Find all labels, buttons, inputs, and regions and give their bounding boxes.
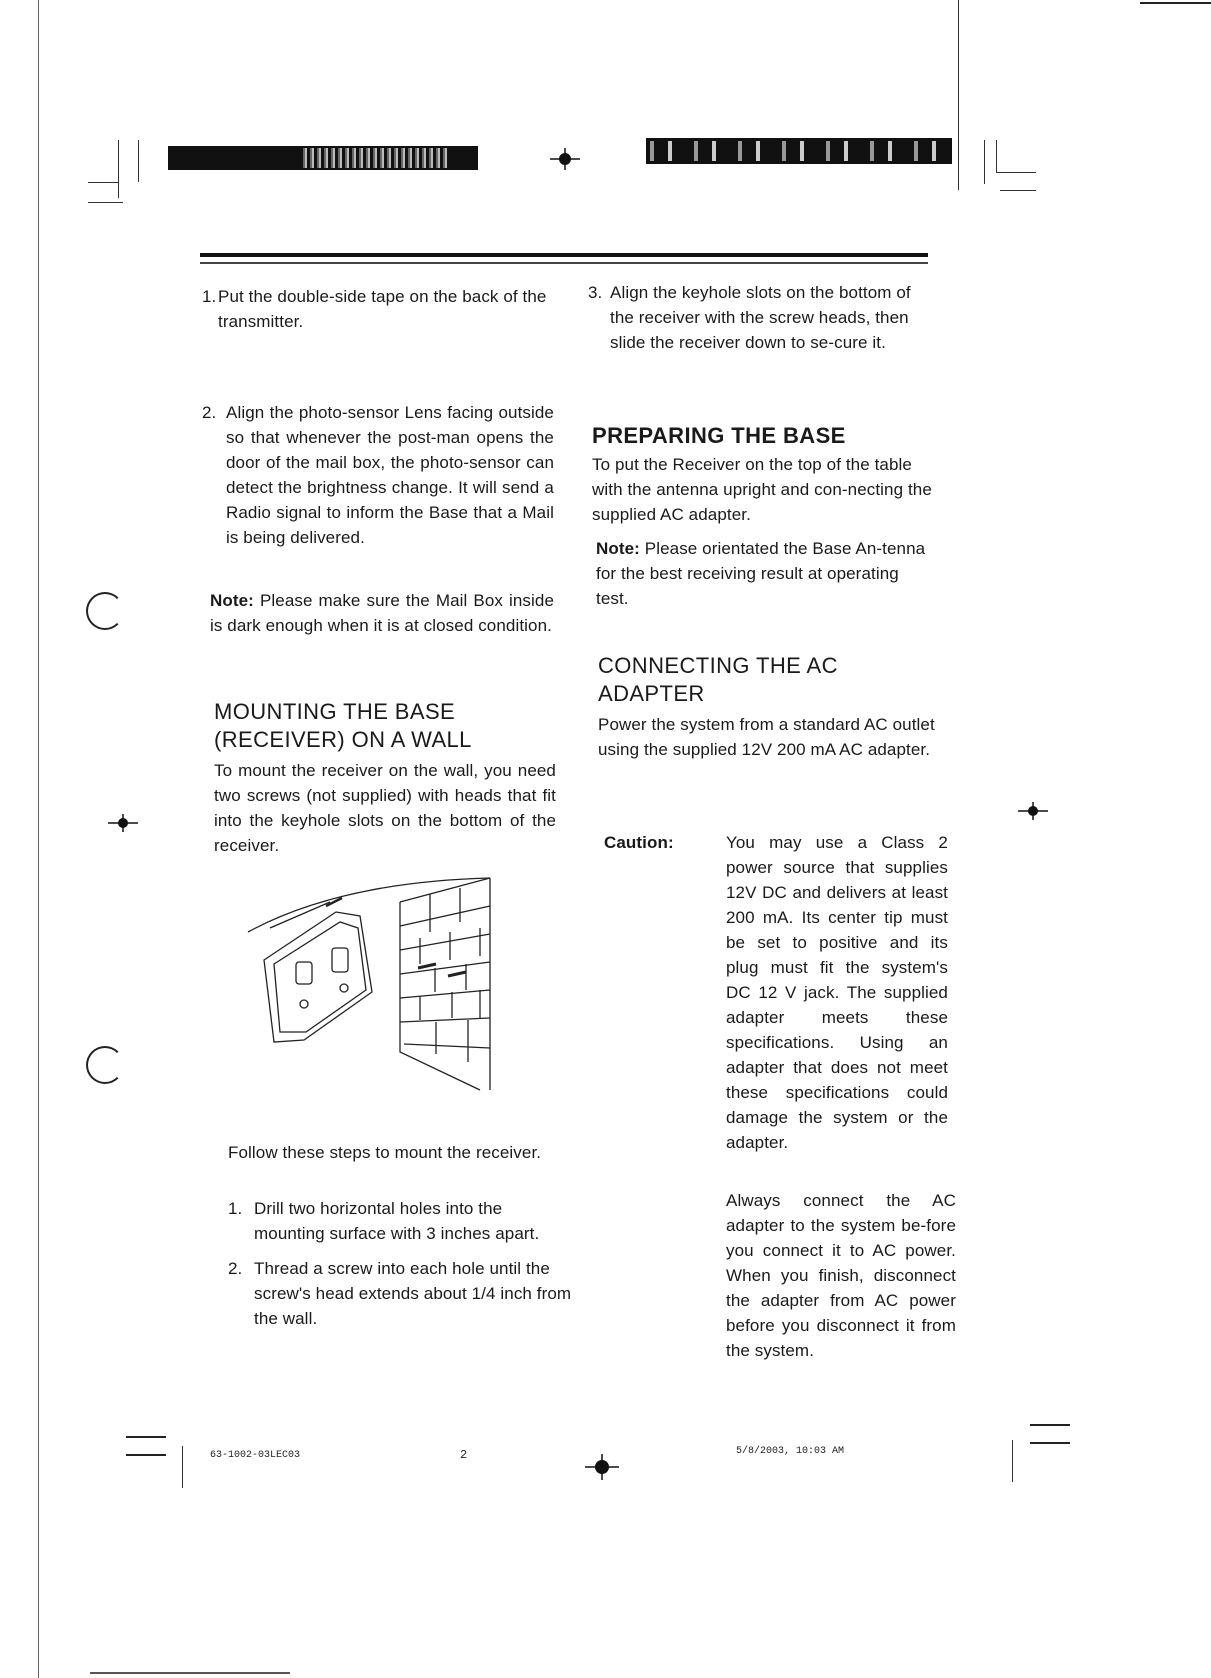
connecting-text: Power the system from a standard AC outlet using the supplied 12V 200 mA AC adapter. (598, 715, 935, 759)
crop-mark-top-left-1 (118, 140, 119, 198)
left-note-label: Note: (210, 591, 254, 610)
top-rule-thick (200, 253, 928, 257)
left-step-2 (202, 400, 554, 550)
left-step-1-text: Put the double-side tape on the back of the transmitter. (218, 287, 547, 331)
crop-mark-top-left-2 (138, 140, 139, 182)
crop-mark-top-right-1 (984, 140, 985, 184)
crop-mark-top-left-h (88, 182, 118, 183)
crop-mark-left-vertical (38, 0, 39, 1678)
registration-mark-right (1018, 800, 1040, 822)
footer-crop-left-v (182, 1446, 183, 1488)
right-step-3 (588, 280, 928, 355)
punch-hole-circle-bottom (86, 1046, 124, 1084)
footer-crop-left-h (126, 1436, 166, 1438)
preparing-note-label: Note: (596, 539, 640, 558)
footer-page-number: 2 (460, 1448, 468, 1462)
punch-hole-circle-top (86, 592, 124, 630)
registration-mark-top (550, 148, 572, 170)
preparing-note-text: Please orientated the Base An-tenna for the best receiving result at operating test. (596, 539, 926, 608)
connecting-heading: CONNECTING THE AC ADAPTER (598, 653, 838, 706)
right-step-3-text: Align the keyhole slots on the bottom of the receiver with the screw heads, then slide the receiver down to se-cure it. (610, 283, 911, 352)
crop-mark-top-right (1140, 2, 1211, 4)
mounting-step-2 (228, 1256, 574, 1331)
top-rule-thin (200, 262, 928, 264)
footer-crop-right-h (1030, 1424, 1070, 1426)
registration-mark-bottom (585, 1454, 607, 1476)
mounting-step-1-text: Drill two horizontal holes into the mounting surface with 3 inches apart. (254, 1199, 540, 1243)
mounting-step-1 (228, 1196, 574, 1246)
crop-mark-top-right-h2 (1000, 190, 1036, 191)
mounting-heading: MOUNTING THE BASE (RECEIVER) ON A WALL (214, 699, 472, 752)
mounting-follow: Follow these steps to mount the receiver. (228, 1143, 542, 1162)
preparing-note (596, 536, 936, 611)
crop-mark-top-right-2 (996, 140, 997, 172)
footer-date: 5/8/2003, 10:03 AM (736, 1446, 845, 1457)
crop-mark-top-right-h (996, 172, 1036, 173)
caution-label: Caution: (604, 833, 674, 852)
left-note (210, 588, 554, 638)
mounting-step-2-text: Thread a screw into each hole until the screw's head extends about 1/4 inch from the wall. (254, 1259, 572, 1328)
mounting-step-1-number: 1. (228, 1199, 243, 1218)
preparing-text: To put the Receiver on the top of the table with the antenna upright and con-necting the supplied AC adapter. (592, 455, 932, 524)
caution-text: You may use a Class 2 power source that supplies 12V DC and delivers at least 200 mA. Its center tip must be set to positive and its plug must fit the system's DC 12 V jack. The supplied adapter meets these specifications. Using an adapter that does not meet these specifications could damage the system or the adapter. (726, 833, 948, 1152)
registration-mark-left (108, 812, 130, 834)
left-step-2-number: 2. (202, 403, 217, 422)
caution-text-2: Always connect the AC adapter to the system be-fore you connect it to AC power. When you finish, disconnect the adapter from AC power before you disconnect it from the system. (726, 1191, 956, 1360)
left-step-1-number: 1. (202, 287, 217, 306)
footer-code: 63-1002-03LEC03 (210, 1450, 301, 1461)
footer-crop-left-h2 (126, 1454, 166, 1456)
footer-crop-right-v (1012, 1440, 1013, 1482)
bottom-edge-mark (90, 1672, 290, 1674)
mounting-step-2-number: 2. (228, 1259, 243, 1278)
right-step-3-number: 3. (588, 283, 603, 302)
left-step-1 (202, 284, 552, 334)
left-step-2-text: Align the photo-sensor Lens facing outside so that whenever the post-man opens the door of the mail box, the photo-sensor can detect the brightness change. It will send a Radio signal to inform the Base that a Mail is being delivered. (226, 403, 554, 547)
wall-mount-illustration (240, 872, 520, 1094)
crop-mark-right-vertical (958, 0, 959, 190)
crop-mark-top-left-h2 (88, 202, 123, 203)
left-note-text: Please make sure the Mail Box inside is dark enough when it is at closed condition. (210, 591, 555, 635)
preparing-heading: PREPARING THE BASE (592, 423, 846, 448)
header-bar-right-pattern (650, 141, 946, 161)
footer-crop-right-h2 (1030, 1442, 1070, 1444)
mounting-intro: To mount the receiver on the wall, you need two screws (not supplied) with heads that fit into the keyhole slots on the bottom of the receiver. (214, 761, 556, 855)
header-bar-left-pattern (300, 148, 450, 168)
